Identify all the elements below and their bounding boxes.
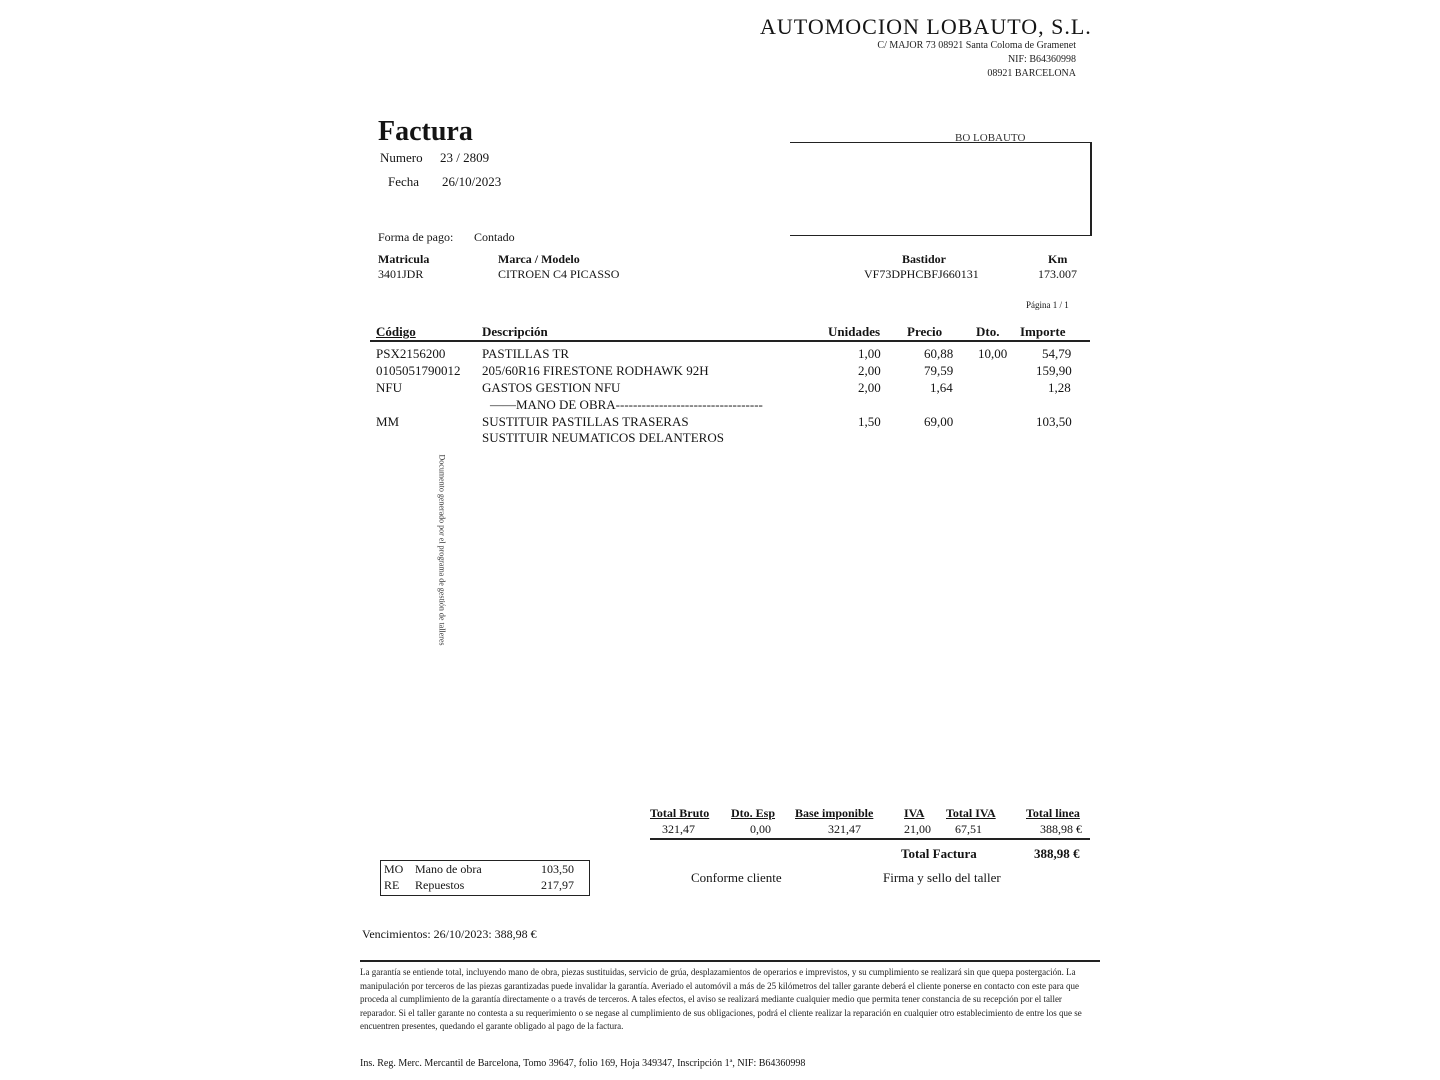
row-2-precio: 79,59 [924, 363, 954, 378]
col-precio: Precio [907, 324, 943, 339]
totals-rule [650, 838, 1090, 840]
bastidor-label: Bastidor [902, 252, 947, 266]
company-name: AUTOMOCION LOBAUTO, S.L. [760, 14, 1092, 39]
company-nif: NIF: B64360998 [1007, 54, 1076, 65]
row-3-unidades: 2,00 [858, 380, 881, 395]
total-bruto-label: Total Bruto [650, 806, 710, 820]
iva-value: 21,00 [904, 822, 931, 836]
company-address: C/ MAJOR 73 08921 Santa Coloma de Gramenet [877, 40, 1076, 51]
marca-value: CITROEN C4 PICASSO [498, 267, 620, 281]
row-4-section: ——MANO DE OBRA---------------------------------- [490, 397, 763, 412]
footer-rule [360, 960, 1100, 962]
fecha-label: Fecha [388, 174, 420, 189]
fecha-value: 26/10/2023 [442, 174, 502, 189]
matricula-label: Matricula [378, 252, 430, 266]
row-2-unidades: 2,00 [858, 363, 881, 378]
dto-esp-value: 0,00 [750, 822, 771, 836]
row-2-importe: 159,90 [1036, 363, 1072, 378]
row-3-importe: 1,28 [1048, 380, 1071, 395]
numero-label: Numero [380, 150, 423, 165]
mo-label: Mano de obra [415, 862, 482, 876]
row-3-codigo: NFU [376, 380, 403, 395]
numero-value: 23 / 2809 [440, 150, 490, 165]
row-5-desc: SUSTITUIR PASTILLAS TRASERAS [482, 414, 689, 429]
row-1-desc: PASTILLAS TR [482, 346, 570, 361]
total-factura-value: 388,98 € [1034, 846, 1080, 861]
client-name: BO LOBAUTO [955, 132, 1026, 144]
conforme-cliente: Conforme cliente [691, 870, 782, 885]
row-3-desc: GASTOS GESTION NFU [482, 380, 621, 395]
re-value: 217,97 [541, 878, 574, 892]
vencimientos: Vencimientos: 26/10/2023: 388,98 € [362, 927, 537, 941]
total-factura-label: Total Factura [901, 846, 977, 861]
iva-label: IVA [904, 806, 925, 820]
registry-text: Ins. Reg. Merc. Mercantil de Barcelona, Tomo 39647, folio 169, Hoja 349347, Inscripción 1ª, NIF: B64360998 [360, 1058, 806, 1069]
total-bruto-value: 321,47 [662, 822, 695, 836]
col-codigo: Código [376, 324, 416, 339]
row-5-codigo: MM [376, 414, 400, 429]
row-1-importe: 54,79 [1042, 346, 1072, 361]
table-header-rule [370, 340, 1090, 342]
row-5-unidades: 1,50 [858, 414, 881, 429]
row-5-importe: 103,50 [1036, 414, 1072, 429]
matricula-value: 3401JDR [378, 267, 424, 281]
summary-box [380, 860, 590, 896]
row-5-precio: 69,00 [924, 414, 954, 429]
total-linea-label: Total linea [1026, 806, 1080, 820]
invoice-title: Factura [378, 116, 473, 147]
re-code: RE [384, 878, 400, 892]
km-label: Km [1048, 252, 1068, 266]
firma-taller: Firma y sello del taller [883, 870, 1001, 885]
row-1-codigo: PSX2156200 [376, 346, 446, 361]
side-vertical-text: Documento generado por el programa de gestión de talleres [437, 454, 447, 646]
total-iva-label: Total IVA [946, 806, 996, 820]
client-box [790, 142, 1092, 236]
company-city: 08921 BARCELONA [987, 68, 1076, 79]
km-value: 173.007 [1038, 267, 1077, 281]
row-2-codigo: 0105051790012 [376, 363, 461, 378]
dto-esp-label: Dto. Esp [731, 806, 776, 820]
row-2-desc: 205/60R16 FIRESTONE RODHAWK 92H [482, 363, 709, 378]
bastidor-value: VF73DPHCBFJ660131 [864, 267, 979, 281]
pago-label: Forma de pago: [378, 230, 454, 244]
row-1-dto: 10,00 [978, 346, 1008, 361]
legal-text: La garantía se entiende total, incluyendo mano de obra, piezas sustituidas, servicio de grúa, desplazamientos de operarios e imprevistos, y su cumplimiento se realizará sin que quepa postergación. La manipulación por terceros de las piezas garantizadas puede invalidar la garantía. Averiado el automóvil a más de 25 kilómetros del taller garante deberá el cliente ponerse en contacto con este para que proceda al cumplimiento de la garantía directamente o a través de terceros. A tales efectos, el aviso se realizará mediante cualquier medio que permita tener constancia de su recepción por el taller reparador. Si el taller garante no contesta a su requerimiento o se negase al cumplimiento de sus obligaciones, podrá el cliente realizar la reparación en cualquier otro establecimiento de entre los que se encuentren presentes, quedando el garante obligado al pago de la factura. [360, 967, 1082, 1031]
mo-value: 103,50 [541, 862, 574, 876]
total-iva-value: 67,51 [955, 822, 982, 836]
total-linea-value: 388,98 € [1040, 822, 1082, 836]
re-label: Repuestos [415, 878, 465, 892]
col-descripcion: Descripción [482, 324, 548, 339]
col-dto: Dto. [976, 324, 1000, 339]
row-6-desc: SUSTITUIR NEUMATICOS DELANTEROS [482, 430, 724, 445]
marca-label: Marca / Modelo [498, 252, 580, 266]
pago-value: Contado [474, 230, 515, 244]
row-1-unidades: 1,00 [858, 346, 881, 361]
col-importe: Importe [1020, 324, 1066, 339]
row-1-precio: 60,88 [924, 346, 954, 361]
base-imponible-value: 321,47 [828, 822, 861, 836]
page-number: Página 1 / 1 [1026, 300, 1069, 310]
row-3-precio: 1,64 [930, 380, 953, 395]
col-unidades: Unidades [828, 324, 881, 339]
mo-code: MO [384, 862, 404, 876]
base-imponible-label: Base imponible [795, 806, 874, 820]
